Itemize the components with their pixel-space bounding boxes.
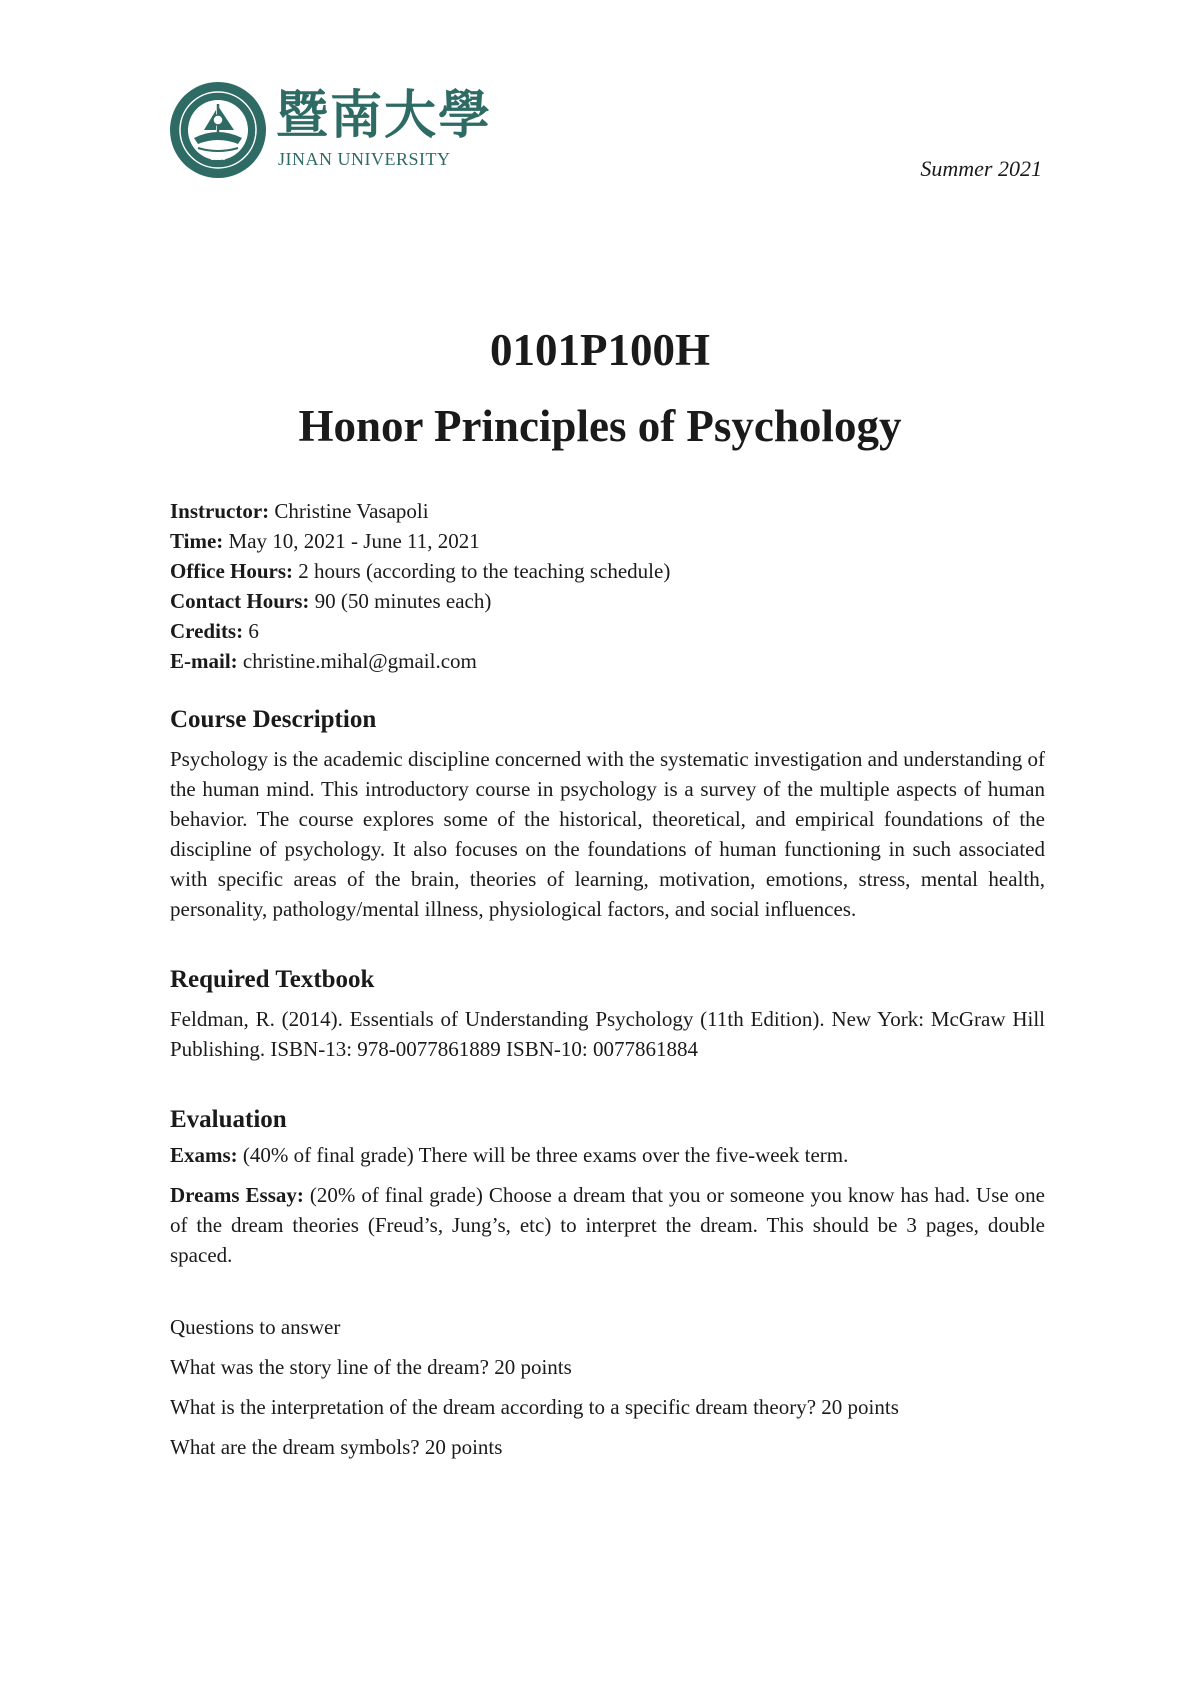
info-value: 90 (50 minutes each): [314, 589, 492, 613]
evaluation-label: Exams:: [170, 1143, 238, 1167]
info-instructor: [170, 496, 1045, 526]
info-office-hours: [170, 556, 1045, 586]
evaluation-section: [170, 1104, 1045, 1270]
section-heading: Required Textbook: [170, 966, 375, 993]
course-info: [170, 496, 1045, 676]
info-label: Instructor:: [170, 499, 270, 523]
university-name-chinese: 暨南大學: [276, 85, 493, 146]
info-label: Contact Hours:: [170, 589, 310, 613]
course-title-block: [0, 322, 1200, 454]
question-item: What is the interpretation of the dream according to a specific dream theory? 20 points: [170, 1395, 899, 1419]
info-credits: [170, 616, 1045, 646]
term-label: Summer 2021: [920, 156, 1042, 181]
evaluation-label: Dreams Essay:: [170, 1183, 304, 1207]
university-emblem-icon: [168, 80, 268, 180]
required-textbook-section: [170, 964, 1045, 1064]
info-email: [170, 646, 1045, 676]
university-logo: [168, 80, 493, 180]
question-item: What was the story line of the dream? 20 points: [170, 1355, 572, 1379]
evaluation-text: (20% of final grade) Choose a dream that you or someone you know has had. Use one of the dream theories (Freud’s, Jung’s, etc) to interpret the dream. This should be 3 pages, double spaced.: [170, 1183, 1045, 1267]
university-name-english: JINAN UNIVERSITY: [278, 149, 451, 169]
course-code: 0101P100H: [490, 325, 710, 375]
info-label: Office Hours:: [170, 559, 294, 583]
questions-heading: Questions to answer: [170, 1315, 341, 1339]
info-value: Christine Vasapoli: [274, 499, 429, 523]
info-contact-hours: [170, 586, 1045, 616]
course-title: Honor Principles of Psychology: [298, 401, 902, 451]
evaluation-item-exams: [170, 1140, 1045, 1170]
textbook-citation: Feldman, R. (2014). Essentials of Understanding Psychology (11th Edition). New York: McGraw Hill Publishing. ISBN-13: 978-0077861889 ISBN-10: 0077861884: [170, 1007, 1045, 1061]
email-link[interactable]: christine.mihal@gmail.com: [242, 649, 477, 673]
course-description-text: Psychology is the academic discipline concerned with the systematic investigation and understanding of the human mind. This introductory course in psychology is a survey of the multiple aspects of human behavior. The course explores some of the historical, theoretical, and empirical foundations of the discipline of psychology. It also focuses on the foundations of human functioning in such associated with specific areas of the brain, theories of learning, motivation, emotions, stress, mental health, personality, pathology/mental illness, physiological factors, and social influences.: [170, 747, 1045, 921]
syllabus-content: [170, 496, 1045, 1472]
info-label: Credits:: [170, 619, 244, 643]
question-item: What are the dream symbols? 20 points: [170, 1435, 503, 1459]
evaluation-item-dreams-essay: [170, 1180, 1045, 1270]
emblem-year: 1906: [210, 155, 226, 162]
info-value: 6: [248, 619, 259, 643]
info-value: 2 hours (according to the teaching schedule): [298, 559, 671, 583]
info-value: May 10, 2021 - June 11, 2021: [228, 529, 480, 553]
questions-section: [170, 1312, 1045, 1462]
evaluation-text: (40% of final grade) There will be three exams over the five-week term.: [242, 1143, 849, 1167]
info-label: E-mail:: [170, 649, 238, 673]
section-heading: Evaluation: [170, 1106, 287, 1133]
course-description-section: [170, 704, 1045, 924]
info-time: [170, 526, 1045, 556]
info-label: Time:: [170, 529, 224, 553]
section-heading: Course Description: [170, 706, 377, 733]
